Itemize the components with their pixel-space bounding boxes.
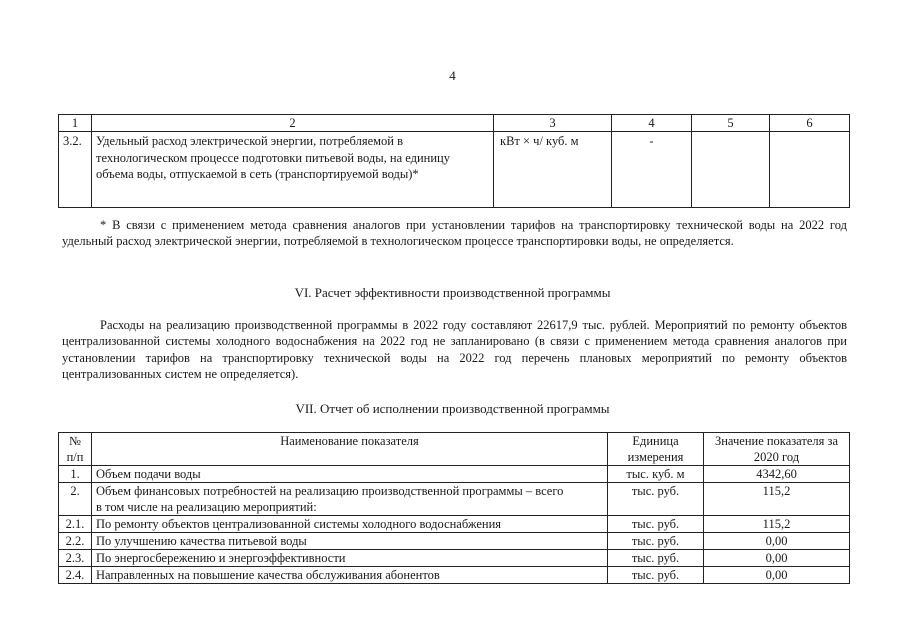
header-unit: Единица измерения bbox=[608, 433, 704, 466]
unit-cell: тыс. руб. bbox=[608, 533, 704, 550]
column-number: 3 bbox=[494, 115, 612, 132]
header-value: Значение показателя за 2020 год bbox=[704, 433, 850, 466]
footnote bbox=[62, 217, 847, 250]
table-header-row bbox=[59, 115, 850, 132]
column-number: 4 bbox=[612, 115, 692, 132]
row-number: 1. bbox=[59, 466, 92, 483]
report-table bbox=[58, 432, 850, 584]
column-number: 1 bbox=[59, 115, 92, 132]
table-header-row bbox=[59, 433, 850, 466]
row-number: 3.2. bbox=[59, 132, 92, 208]
indicator-name: Удельный расход электрической энергии, потребляемой в технологическом процессе подготовки питьевой воды, на единицу объема воды, отпускаемой в сеть (транспортируемой воды)* bbox=[92, 132, 494, 208]
header-num: № п/п bbox=[59, 433, 92, 466]
value-cell: - bbox=[612, 132, 692, 208]
row-number: 2. bbox=[59, 483, 92, 516]
paragraph-text: Расходы на реализацию производственной программы в 2022 году составляют 22617,9 тыс. рублей. Мероприятий по ремонту объектов централизованной системы холодного водоснабжения на 2022 год не запланировано (в связи с применением метода сравнения аналогов при установлении тарифов на транспортировку технической воды на 2022 год перечень плановых мероприятий по ремонту объектов централизованных систем не определяется). bbox=[62, 318, 847, 381]
unit-cell: кВт × ч/ куб. м bbox=[494, 132, 612, 208]
indicator-table bbox=[58, 114, 850, 208]
value-cell: 0,00 bbox=[704, 533, 850, 550]
indicator-name: По энергосбережению и энергоэффективности bbox=[92, 550, 608, 567]
indicator-name: По улучшению качества питьевой воды bbox=[92, 533, 608, 550]
header-name: Наименование показателя bbox=[92, 433, 608, 466]
indicator-subtitle: в том числе на реализацию мероприятий: bbox=[96, 500, 317, 514]
table-row bbox=[59, 132, 850, 208]
section-title-vi: VI. Расчет эффективности производственной программы bbox=[294, 285, 611, 300]
table-row bbox=[59, 466, 850, 483]
value-cell: 115,2 bbox=[704, 483, 850, 516]
column-number: 2 bbox=[92, 115, 494, 132]
table-row bbox=[59, 567, 850, 584]
table-row bbox=[59, 550, 850, 567]
unit-cell: тыс. руб. bbox=[608, 483, 704, 516]
table-row bbox=[59, 516, 850, 533]
page-number: 4 bbox=[449, 68, 456, 83]
indicator-name: Направленных на повышение качества обслуживания абонентов bbox=[92, 567, 608, 584]
column-number: 5 bbox=[692, 115, 770, 132]
section-paragraph bbox=[62, 317, 847, 382]
row-number: 2.4. bbox=[59, 567, 92, 584]
indicator-name: По ремонту объектов централизованной системы холодного водоснабжения bbox=[92, 516, 608, 533]
indicator-name: Объем подачи воды bbox=[92, 466, 608, 483]
indicator-name-cell bbox=[92, 483, 608, 516]
section-title-vii: VII. Отчет об исполнении производственной программы bbox=[295, 401, 610, 416]
row-number: 2.1. bbox=[59, 516, 92, 533]
unit-cell: тыс. руб. bbox=[608, 516, 704, 533]
value-cell bbox=[770, 132, 850, 208]
unit-cell: тыс. руб. bbox=[608, 550, 704, 567]
value-cell: 115,2 bbox=[704, 516, 850, 533]
column-number: 6 bbox=[770, 115, 850, 132]
value-cell: 0,00 bbox=[704, 567, 850, 584]
value-cell: 0,00 bbox=[704, 550, 850, 567]
value-cell: 4342,60 bbox=[704, 466, 850, 483]
indicator-name: Объем финансовых потребностей на реализацию производственной программы – всего bbox=[96, 484, 564, 498]
footnote-text: * В связи с применением метода сравнения аналогов при установлении тарифов на транспортировку технической воды на 2022 год удельный расход электрической энергии, потребляемой в технологическом процессе транспортировки воды, не определяется. bbox=[62, 218, 847, 249]
row-number: 2.2. bbox=[59, 533, 92, 550]
unit-cell: тыс. руб. bbox=[608, 567, 704, 584]
row-number: 2.3. bbox=[59, 550, 92, 567]
table-row bbox=[59, 533, 850, 550]
unit-cell: тыс. куб. м bbox=[608, 466, 704, 483]
table-row bbox=[59, 483, 850, 516]
value-cell bbox=[692, 132, 770, 208]
